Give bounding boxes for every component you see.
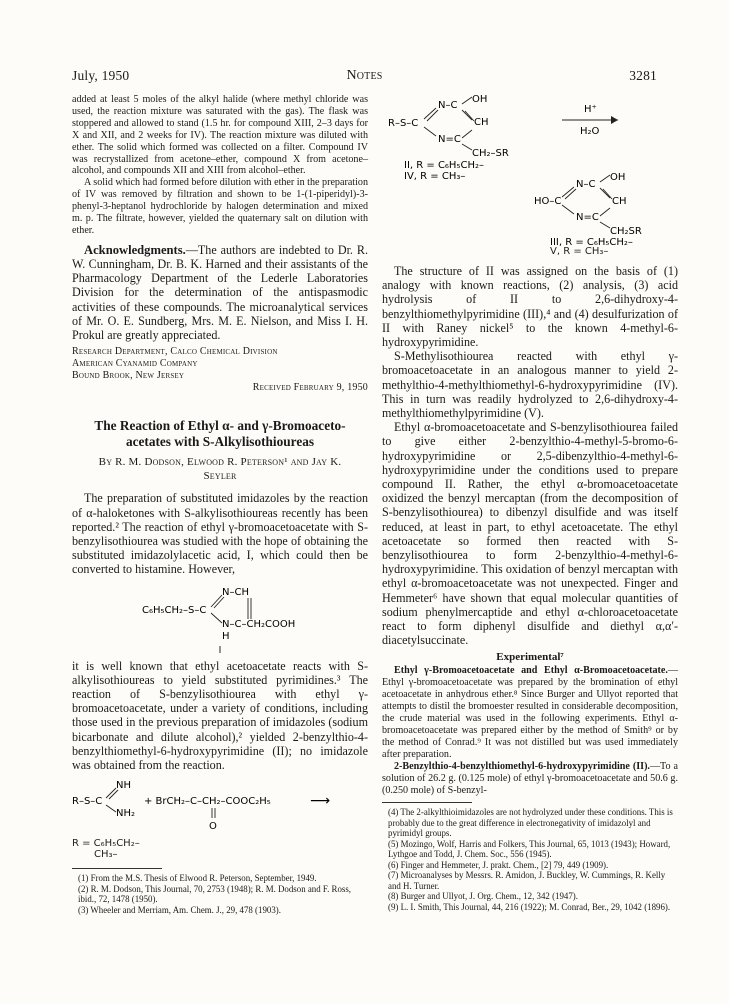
article-title-line-2: acetates with S-Alkylisothioureas [125, 434, 315, 450]
reaction-equation [72, 778, 368, 842]
structure-I-h: H [222, 630, 230, 642]
isothiourea-nh: NH [116, 780, 131, 792]
structure-paragraph: The structure of II was assigned on the basis of (1) analogy with known reactions, (2) analysis, (3) acid hydrolysis of II to 2,6-dihydroxy-4-benzylthiomethylpyrimidine (III),⁴ and (4) desulfurization of II with Raney nickel⁵ to the known 4-methyl-6-hydroxypyrimidine. [382, 264, 678, 350]
reaction-arrow: ⟶ [310, 793, 331, 810]
scheme-arrow-head [611, 116, 618, 124]
isothiourea-nh2: NH₂ [116, 808, 136, 820]
right-column [382, 94, 678, 912]
hydrolysis-scheme-diagram [382, 94, 678, 252]
isothiourea-double-bond-2 [109, 790, 118, 799]
reaction-equation-diagram [72, 778, 368, 842]
acknowledgments-text: —The authors are indebted to Dr. R. W. Cunningham, Dr. B. K. Harned and their assistants of the Pharmacology Department of the Lederle Laboratories Division for the determination of the antispasmodic activities of these compounds. The microanalytical services of Mr. O. E. Sundberg, Mrs. M. E. Nielson, and Miss I. H. Prokul are greatly appreciated. [72, 242, 368, 343]
acknowledgments [72, 243, 368, 342]
experimental-para-1-text: —Ethyl γ-bromoacetoacetate was prepared by the bromination of ethyl acetoacetate in anhydrous ether.⁸ Since Burger and Ullyot reported that attempts to distil the bromoester resulted in considerable decomposition, the crude material was used in the following experiments. Ethyl α-bromoacetoacetate was prepared either by the method of Smith⁹ or by the method of Conrad.⁹ It was not distilled but was used immediately after preparation. [382, 665, 678, 760]
svg-text:N=C: N=C [438, 134, 461, 145]
structure-I-label: I [218, 644, 222, 656]
structure-I [72, 583, 368, 656]
alpha-bromo-paragraph: Ethyl α-bromoacetoacetate and S-benzylisothiourea failed to give either 2-benzylthio-4-methyl-5-bromo-6-hydroxypyrimidine or 2,5-dibenzylthio-4-methyl-6-hydroxypyrimidine under the conditions used to prepare compound II. Rather, the ethyl α-bromoacetoacetate oxidized the benzyl mercaptan (from the decomposition of S-benzylisothiourea) to dibenzyl disulfide and was itself reduced, at least in part, to ethyl acetoacetate. The ethyl acetoacetate so formed then reacted with S-benzylisothiourea to form 2-benzylthio-4-methyl-6-hydroxypyrimidine. This oxidation of benzyl mercaptan with ethyl α-bromoacetoacetate was not unexpected. Finger and Hemmeter⁶ have shown that equal molecular quantities of sodium phenylmercaptide and ethyl α-chloroacetoacetate react to form diphenyl disulfide and diethyl α,α′-diacetylsuccinate. [382, 420, 678, 648]
left-column [72, 94, 368, 915]
footnote-7: (7) Microanalyses by Messrs. R. Amidon, J. Buckley, W. Cummings, R. Kelly and H. Turner. [388, 870, 666, 891]
footnote-1: (1) From the M.S. Thesis of Elwood R. Peterson, September, 1949. [78, 873, 317, 884]
reactant-isothiourea: R–S–C [72, 796, 103, 808]
authors-line-1: By R. M. Dodson, Elwood R. Peterson¹ and Jay K. [98, 456, 342, 469]
footnote-rule [72, 868, 162, 869]
reactant-bromoester: + BrCH₂–C–CH₂–COOC₂H₅ [144, 796, 271, 808]
received-date: Received February 9, 1950 [252, 382, 368, 394]
svg-text:N=C: N=C [576, 212, 599, 223]
experimental-para-2 [382, 761, 678, 797]
svg-text:R–S–C: R–S–C [388, 118, 419, 129]
header-date: July, 1950 [72, 68, 130, 83]
water-reagent: H₂O [580, 126, 600, 137]
svg-text:N–C: N–C [576, 179, 596, 190]
r-definition-2: CH₃– [94, 849, 118, 861]
footnote-6: (6) Finger and Hemmeter, J. prakt. Chem., [2] 79, 449 (1909). [388, 859, 609, 870]
svg-text:N–C: N–C [438, 100, 458, 111]
experimental-para-1-heading: Ethyl γ-Bromoacetoacetate and Ethyl α-Bromoacetoacetate. [394, 665, 668, 677]
intro-paragraph: The preparation of substituted imidazoles by the reaction of α-haloketones with S-alkylisothioureas recently has been reported.² The reaction of ethyl γ-bromoacetoacetate with S-benzylisothiourea was studied with the hope of obtaining the substituted imidazolylacetic acid, I, which could then be converted to histamine. However, [72, 491, 368, 577]
hydrolysis-scheme [382, 94, 678, 257]
footnote-rule-right [382, 802, 472, 803]
authors-line-2: Seyler [203, 469, 237, 482]
experimental-heading: Experimental⁷ [496, 651, 564, 664]
svg-text:CH₂–SR: CH₂–SR [472, 148, 509, 159]
methylisothiourea-paragraph: S-Methylisothiourea reacted with ethyl γ-bromoacetoacetate in an analogous manner to yield 2-methylthio-4-methylthiomethyl-6-hydroxypyrimidine (IV). This in turn was readily hydrolyzed to 2,6-dihydroxy-4-methylthiomethylpyrimidine (V). [382, 349, 678, 421]
svg-text:OH: OH [472, 94, 488, 105]
footnote-5: (5) Mozingo, Wolf, Harris and Folkers, This Journal, 65, 1013 (1943); Howard, Lythgoe and Todd, J. Chem. Soc., 556 (1945). [388, 838, 671, 860]
structure-I-ring-bottom: N–C–CH₂COOH [222, 618, 296, 630]
carryover-paragraph: added at least 5 moles of the alkyl halide (where methyl chloride was used, the reaction mixture was saturated with the gas). The flask was stoppered and allowed to stand (1.5 hr. for compound XIII, 2–3 days for X and XII, and 2 weeks for IV). The reaction mixture was diluted with ether. The solid which formed was collected on a filter. Compound IV was recrystallized from acetone–ether, compound X from acetone–alcohol, and compounds XII and XIII from alcohol–ether. [72, 94, 368, 177]
footnote-4: (4) The 2-alkylthioimidazoles are not hydrolyzed under these conditions. This is probably due to the great difference in electronegativity of imidazolyl and pyrimidyl groups. [388, 807, 673, 839]
svg-text:CH₂SR: CH₂SR [610, 226, 642, 237]
acknowledgments-heading: Acknowledgments. [84, 242, 186, 257]
affiliation-line-2: American Cyanamid Company [72, 358, 198, 370]
footnote-8: (8) Burger and Ullyot, J. Org. Chem., 12, 342 (1947). [388, 891, 578, 902]
structure-I-ring-top: N–CH [222, 586, 249, 598]
carryover-paragraph-2: A solid which had formed before dilution with ether in the preparation of IV was removed by filtration and shown to be 1-(1-piperidyl)-3-phenyl-3-heptanol hydrochloride by halogen determination and mixed m. p. The filtrate, however, yielded the quaternary salt on dilution with ether. [72, 177, 368, 236]
experimental-para-2-heading: 2-Benzylthio-4-benzylthiomethyl-6-hydroxypyrimidine (II). [394, 760, 650, 772]
structure-I-bond-down [211, 613, 222, 623]
svg-text:CH: CH [474, 117, 489, 128]
svg-text:OH: OH [610, 172, 626, 183]
carbonyl-o: O [209, 821, 217, 833]
experimental-para-2-text: —To a solution of 26.2 g. (0.125 mole) of ethyl γ-bromoacetoacetate and 50.6 g. (0.250 mole) of S-benzyl- [382, 760, 678, 796]
footnote-3: (3) Wheeler and Merriam, Am. Chem. J., 29, 478 (1903). [78, 904, 281, 915]
structure-I-left-group: C₆H₅CH₂–S–C [142, 604, 207, 616]
header-page-number: 3281 [629, 68, 657, 83]
label-compound-V: V, R = CH₃– [550, 246, 609, 257]
r-definition-1: R = C₆H₅CH₂– [72, 838, 140, 850]
header-section: Notes [346, 68, 383, 83]
footnote-2: (2) R. M. Dodson, This Journal, 70, 2753 (1948); R. M. Dodson and F. Ross, ibid., 72, 1478 (1950). [78, 883, 352, 905]
label-compound-II: II, R = C₆H₅CH₂– [404, 160, 484, 171]
acid-catalyst: H⁺ [584, 104, 597, 115]
label-compound-III: III, R = C₆H₅CH₂– [550, 237, 633, 248]
footnote-9: (9) L. I. Smith, This Journal, 44, 216 (1922); M. Conrad, Ber., 29, 1042 (1896). [388, 901, 671, 912]
affiliation-line-3: Bound Brook, New Jersey [72, 370, 185, 382]
experimental-para-1 [382, 665, 678, 760]
label-compound-IV: IV, R = CH₃– [404, 171, 466, 182]
svg-text:CH: CH [612, 196, 627, 207]
structure-I-diagram [72, 583, 368, 645]
pyrimidine-paragraph: it is well known that ethyl acetoacetate reacts with S-alkylisothioureas to yield substituted pyrimidines.³ The reaction of S-benzylisothiourea with ethyl γ-bromoacetoacetate, under a variety of conditions, including those used in the previous preparation of imidazoles (sodium bicarbonate and dilute alcohol),² yielded 2-benzylthio-4-benzylthiomethyl-6-hydroxypyrimidine (II); no imidazole was obtained from the reaction. [72, 658, 368, 772]
article-title-line-1: The Reaction of Ethyl α- and γ-Bromoaceto- [94, 418, 346, 434]
isothiourea-single-bond [106, 805, 116, 812]
affiliation-line-1: Research Department, Calco Chemical Division [72, 346, 278, 358]
svg-text:HO–C: HO–C [534, 196, 562, 207]
